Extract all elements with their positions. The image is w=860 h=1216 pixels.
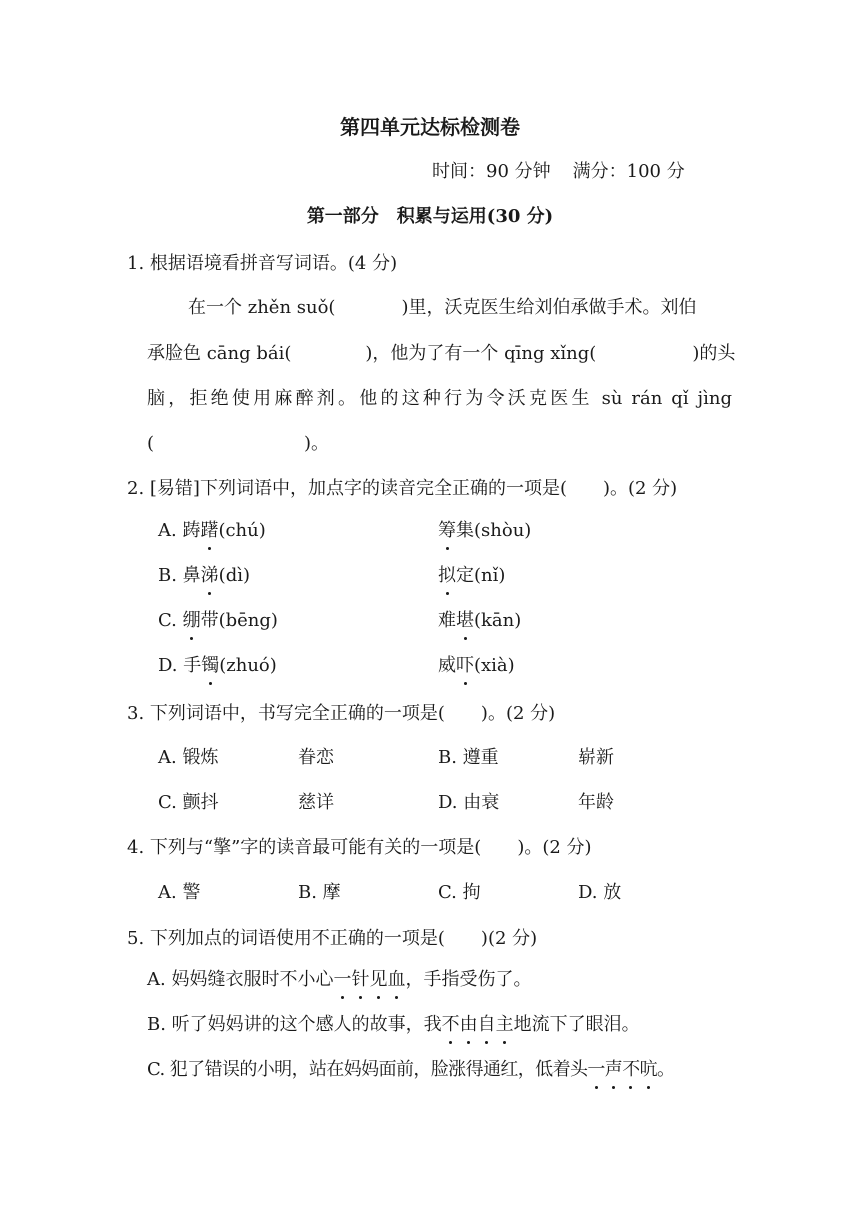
option-a: A. 锻炼 bbox=[158, 747, 219, 768]
option-c: C. 拘 bbox=[438, 882, 481, 903]
option-b-2: 拟定(nǐ) bbox=[438, 565, 506, 586]
question-1-line-4: ( )。 bbox=[147, 433, 330, 454]
option-a: A. 警 bbox=[158, 882, 201, 903]
question-1-line-2: 承脸色 cāng bái( )，他为了有一个 qīng xǐng( )的头 bbox=[147, 343, 736, 364]
option-a-1: A. 踌躇(chú) bbox=[158, 520, 266, 541]
question-5-stem: 5. 下列加点的词语使用不正确的一项是( )(2 分) bbox=[127, 928, 538, 949]
question-1-stem: 1. 根据语境看拼音写词语。(4 分) bbox=[127, 253, 398, 274]
option-c: C. 犯了错误的小明，站在妈妈面前，脸涨得通红，低着头一声不吭。 bbox=[147, 1059, 675, 1080]
question-1-line-3: 脑，拒绝使用麻醉剂。他的这种行为令沃克医生 sù rán qǐ jìng bbox=[147, 388, 732, 409]
question-4-stem: 4. 下列与“擎”字的读音最可能有关的一项是( )。(2 分) bbox=[127, 837, 592, 858]
option-a: A. 妈妈缝衣服时不小心一针见血，手指受伤了。 bbox=[147, 969, 532, 990]
option-c-1: C. 绷带(bēng) bbox=[158, 610, 278, 631]
option-c: C. 颤抖 bbox=[158, 792, 219, 813]
option-d-1: D. 手镯(zhuó) bbox=[158, 655, 277, 676]
option-d: D. 放 bbox=[578, 882, 622, 903]
option-a-2: 筹集(shòu) bbox=[438, 520, 532, 541]
option-b: B. 遵重 bbox=[438, 747, 499, 768]
exam-time: 时间：90 分钟 bbox=[432, 161, 551, 182]
question-3-stem: 3. 下列词语中，书写完全正确的一项是( )。(2 分) bbox=[127, 703, 556, 724]
option-c-word-2: 慈详 bbox=[298, 792, 334, 813]
option-b: B. 听了妈妈讲的这个感人的故事，我不由自主地流下了眼泪。 bbox=[147, 1014, 640, 1035]
part-heading: 第一部分 积累与运用(30 分) bbox=[306, 206, 554, 227]
option-c-2: 难堪(kān) bbox=[438, 610, 522, 631]
option-a-word-2: 眷恋 bbox=[298, 747, 334, 768]
question-2-stem: 2. [易错]下列词语中，加点字的读音完全正确的一项是( )。(2 分) bbox=[127, 478, 678, 499]
exam-meta bbox=[432, 160, 685, 184]
option-b: B. 摩 bbox=[298, 882, 341, 903]
option-b-1: B. 鼻涕(dì) bbox=[158, 565, 250, 586]
option-b-word-2: 崭新 bbox=[578, 747, 614, 768]
option-d-word-2: 年龄 bbox=[578, 792, 614, 813]
option-d-2: 威吓(xià) bbox=[438, 655, 515, 676]
page-title: 第四单元达标检测卷 bbox=[340, 115, 520, 139]
option-d: D. 由衰 bbox=[438, 792, 500, 813]
question-1-line-1: 在一个 zhěn suǒ( )里，沃克医生给刘伯承做手术。刘伯 bbox=[188, 297, 697, 318]
exam-score: 满分：100 分 bbox=[572, 161, 685, 182]
